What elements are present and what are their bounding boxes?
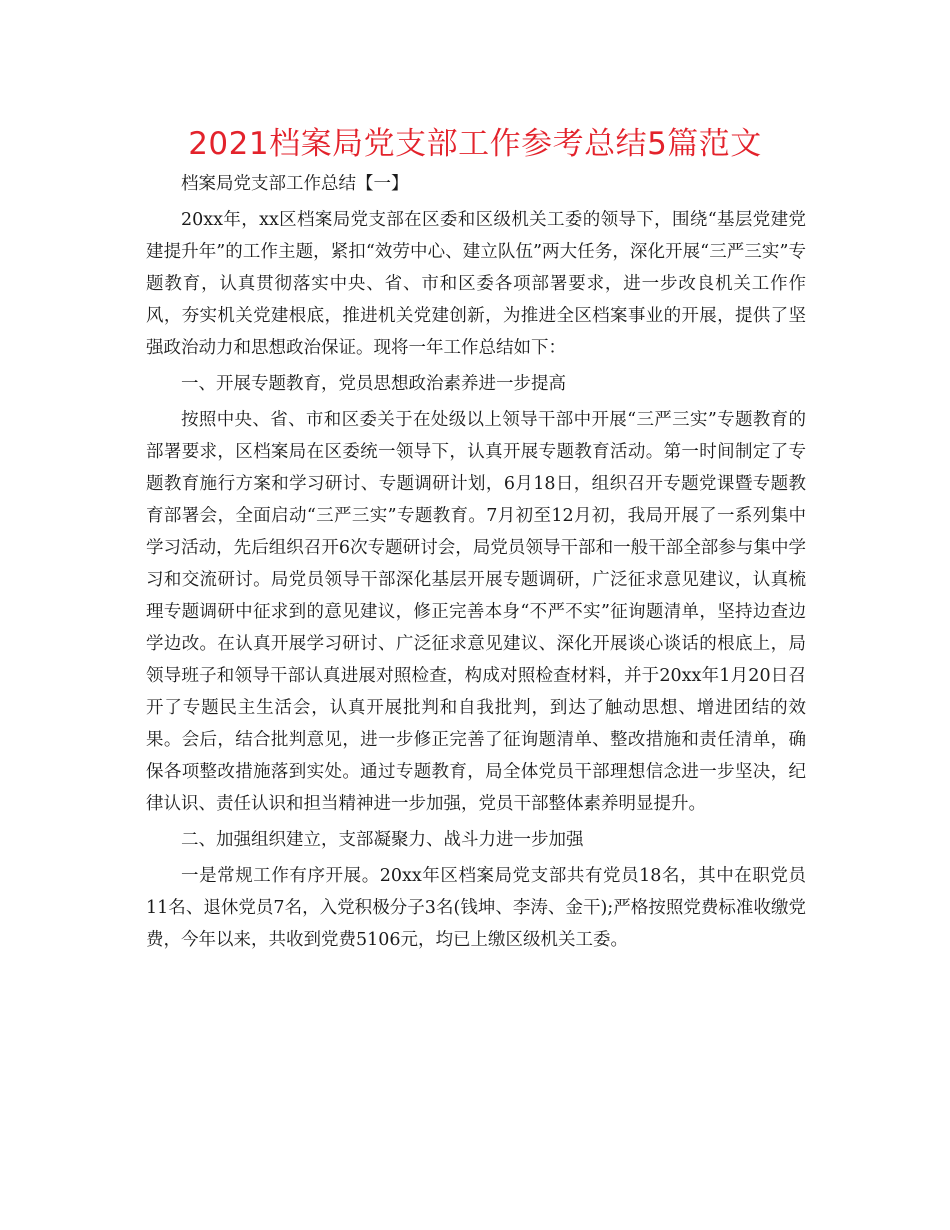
section-heading-1: 一、开展专题教育，党员思想政治素养进一步提高 <box>181 374 566 394</box>
document-title: 2021档案局党支部工作参考总结5篇范文 <box>188 126 762 162</box>
section-subtitle: 档案局党支部工作总结【一】 <box>181 174 409 194</box>
paragraph-routine-work: 一是常规工作有序开展。20xx年区档案局党支部共有党员18名，其中在职党员11名、退休党员7名，入党积极分子3名(钱坤、李涛、金干);严格按照党费标准收缴党费，今年以来，共收到党费5106元，均已上缴区级机关工委。 <box>146 866 806 950</box>
paragraph-education: 按照中央、省、市和区委关于在处级以上领导干部中开展“三严三实”专题教育的部署要求，区档案局在区委统一领导下，认真开展专题教育活动。第一时间制定了专题教育施行方案和学习研讨、专题调研计划，6月18日，组织召开专题党课暨专题教育部署会，全面启动“三严三实”专题教育。7月初至12月初，我局开展了一系列集中学习活动，先后组织召开6次专题研讨会，局党员领导干部和一般干部全部参与集中学习和交流研讨。局党员领导干部深化基层开展专题调研，广泛征求意见建议，认真梳理专题调研中征求到的意见建议，修正完善本身“不严不实”征询题清单，坚持边查边学边改。在认真开展学习研讨、广泛征求意见建议、深化开展谈心谈话的根底上，局领导班子和领导干部认真进展对照检查，构成对照检查材料，并于20xx年1月20日召开了专题民主生活会，认真开展批判和自我批判，到达了触动思想、增进团结的效果。会后，结合批判意见，进一步修正完善了征询题清单、整改措施和责任清单，确保各项整改措施落到实处。通过专题教育，局全体党员干部理想信念进一步坚决，纪律认识、责任认识和担当精神进一步加强，党员干部整体素养明显提升。 <box>146 410 806 814</box>
document-body <box>146 168 806 960</box>
paragraph-intro: 20xx年，xx区档案局党支部在区委和区级机关工委的领导下，围绕“基层党建党建提升年”的工作主题，紧扣“效劳中心、建立队伍”两大任务，深化开展“三严三实”专题教育，认真贯彻落实中央、省、市和区委各项部署要求，进一步改良机关工作作风，夯实机关党建根底，推进机关党建创新，为推进全区档案事业的开展，提供了坚强政治动力和思想政治保证。现将一年工作总结如下： <box>146 210 806 358</box>
section-heading-2: 二、加强组织建立，支部凝聚力、战斗力进一步加强 <box>181 830 584 850</box>
